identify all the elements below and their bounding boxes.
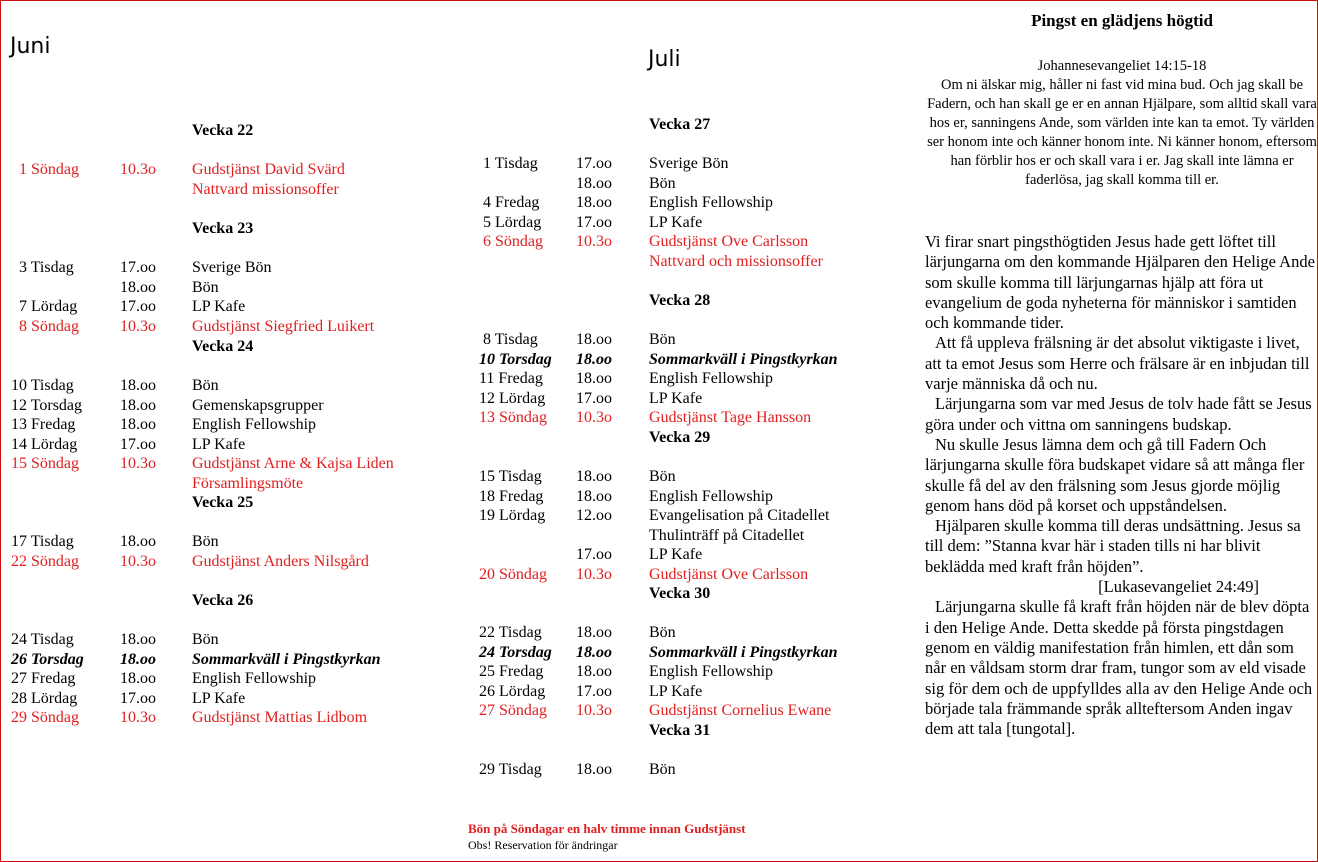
bible-verse xyxy=(926,57,1318,190)
event-day: 15 Söndag xyxy=(11,455,79,473)
event-day: 8 Tisdag xyxy=(483,331,538,348)
event-time: 18.oo xyxy=(120,278,156,296)
event-title: LP Kafe xyxy=(192,435,246,453)
event-time: 10.3o xyxy=(576,233,612,251)
event-day: 19 Lördag xyxy=(479,507,546,525)
event-day: 3 Tisdag xyxy=(19,259,74,276)
event-time: 18.oo xyxy=(576,643,612,661)
event-title: Nattvard och missionsoffer xyxy=(649,253,823,270)
event-time: 12.oo xyxy=(576,507,612,525)
event-day: 24 Torsdag xyxy=(479,643,552,661)
event-day: 12 Lördag xyxy=(479,389,546,407)
event-title: LP Kafe xyxy=(649,213,703,231)
event-time: 10.3o xyxy=(576,566,612,583)
event-title: LP Kafe xyxy=(649,389,703,407)
event-time: 18.oo xyxy=(576,468,612,485)
event-time: 17.oo xyxy=(576,546,612,564)
event-title: Bön xyxy=(192,631,219,648)
event-title: Gudstjänst Mattias Lidbom xyxy=(192,709,368,727)
event-title: Bön xyxy=(192,377,219,394)
event-time: 10.3o xyxy=(576,702,612,720)
week-heading: Vecka 28 xyxy=(649,292,711,309)
event-time: 17.oo xyxy=(576,389,612,407)
event-day: 12 Torsdag xyxy=(11,396,83,414)
scripture-reference: [Lukasevangeliet 24:49] xyxy=(1098,577,1259,597)
event-title: Bön xyxy=(649,761,676,778)
event-time: 18.oo xyxy=(576,761,612,778)
event-time: 10.3o xyxy=(120,552,156,570)
event-time: 17.oo xyxy=(120,689,156,707)
event-day: 26 Lördag xyxy=(479,682,546,700)
event-title: Bön xyxy=(192,533,219,550)
paragraph: Lärjungarna skulle få kraft från höjden när de blev döpta i den Helige Ande. Detta skedde på första pingstdagen genom en väldig manifestation från himlen, ett dån som når en våldsam storm drar fram, tungor som av eld visade sig för dem och de uppfylldes alla av den Helige Ande och började tala främmande språk allteftersom Anden ingav dem att tala [tungotal]. xyxy=(925,597,1313,739)
week-heading: Vecka 23 xyxy=(192,220,254,237)
event-title: Bön xyxy=(649,174,676,192)
week-heading: Vecka 30 xyxy=(649,585,711,602)
event-title: LP Kafe xyxy=(649,546,703,564)
verse-reference: Johannesevangeliet 14:15-18 xyxy=(1037,58,1207,74)
event-day: 28 Lördag xyxy=(11,689,78,707)
article-title: Pingst en glädjens högtid xyxy=(1031,11,1213,30)
event-title: Sommarkväll i Pingstkyrkan xyxy=(649,350,838,368)
event-time: 17.oo xyxy=(120,435,156,453)
week-heading: Vecka 31 xyxy=(649,722,711,739)
event-title: Gudstjänst Tage Hansson xyxy=(649,409,812,427)
event-day: 25 Fredag xyxy=(479,663,544,681)
event-time: 18.oo xyxy=(576,350,612,368)
event-day: 5 Lördag xyxy=(483,213,542,231)
week-heading: Vecka 24 xyxy=(192,338,254,355)
event-day: 10 Torsdag xyxy=(479,350,552,368)
event-time: 17.oo xyxy=(576,155,612,172)
prayer-note: Bön på Söndagar en halv timme innan Gudstjänst xyxy=(468,821,746,836)
event-day: 4 Fredag xyxy=(483,194,540,212)
event-title: English Fellowship xyxy=(192,670,317,688)
event-time: 18.oo xyxy=(576,194,612,212)
event-day: 22 Tisdag xyxy=(479,624,542,641)
event-time: 18.oo xyxy=(576,624,612,641)
event-day: 10 Tisdag xyxy=(11,377,74,394)
event-title: Gudstjänst Ove Carlsson xyxy=(649,566,809,583)
reservation-note: Obs! Reservation för ändringar xyxy=(468,838,618,852)
event-title: English Fellowship xyxy=(649,370,774,388)
verse-text: Om ni älskar mig, håller ni fast vid mina bud. Och jag skall be Fadern, och han skall ge er en annan Hjälpare, som alltid skall vara hos er, sanningens Ande, som världen inte kan ta emot. Ty världen ser honom inte och känner honom inte. Ni känner honom, eftersom han förblir hos er och skall vara i er. Jag skall inte lämna er faderlösa, jag skall komma till er. xyxy=(927,77,1317,188)
event-day: 20 Söndag xyxy=(479,566,547,583)
month-heading-juli: Juli xyxy=(648,47,681,72)
event-title: Sommarkväll i Pingstkyrkan xyxy=(649,643,838,661)
event-title: Gudstjänst Cornelius Ewane xyxy=(649,702,832,720)
event-day: 15 Tisdag xyxy=(479,468,542,485)
event-time: 18.oo xyxy=(120,533,156,550)
event-time: 10.3o xyxy=(120,709,156,727)
event-day: 26 Torsdag xyxy=(11,650,84,668)
event-day: 1 Tisdag xyxy=(483,155,538,172)
week-heading: Vecka 25 xyxy=(192,494,254,511)
event-time: 10.3o xyxy=(576,409,612,427)
event-title: Nattvard missionsoffer xyxy=(192,180,339,198)
paragraph: Att få uppleva frälsning är det absolut viktigaste i livet, att ta emot Jesus som Herre och frälsare är en inbjudan till varje människa då och nu. xyxy=(925,333,1310,394)
paragraph: Lärjungarna som var med Jesus de tolv hade fått se Jesus göra under och vittna om sanningens budskap. xyxy=(925,394,1312,434)
event-title: English Fellowship xyxy=(649,663,774,681)
event-title: Sverige Bön xyxy=(192,259,272,276)
event-title: English Fellowship xyxy=(192,416,317,434)
event-day: 7 Lördag xyxy=(19,298,78,316)
week-heading: Vecka 22 xyxy=(192,122,254,139)
week-heading: Vecka 29 xyxy=(649,429,711,446)
event-time: 18.oo xyxy=(576,331,612,348)
event-time: 10.3o xyxy=(120,317,156,335)
article-body xyxy=(925,232,1317,739)
event-day: 24 Tisdag xyxy=(11,631,74,648)
event-time: 10.3o xyxy=(120,161,156,178)
event-day: 17 Tisdag xyxy=(11,533,74,550)
event-day: 22 Söndag xyxy=(11,552,79,570)
event-day: 27 Söndag xyxy=(479,702,547,720)
event-time: 17.oo xyxy=(120,259,156,276)
event-title: LP Kafe xyxy=(192,298,246,316)
event-time: 10.3o xyxy=(120,455,156,473)
event-title: English Fellowship xyxy=(649,487,774,505)
event-title: Gudstjänst Siegfried Luikert xyxy=(192,317,375,335)
event-time: 18.oo xyxy=(120,377,156,394)
event-day: 8 Söndag xyxy=(19,317,79,335)
event-day: 13 Söndag xyxy=(479,409,547,427)
event-title: LP Kafe xyxy=(192,689,246,707)
event-day: 14 Lördag xyxy=(11,435,78,453)
event-time: 17.oo xyxy=(576,682,612,700)
event-title: Bön xyxy=(649,468,676,485)
event-day: 18 Fredag xyxy=(479,487,544,505)
event-title: English Fellowship xyxy=(649,194,774,212)
event-time: 18.oo xyxy=(120,670,156,688)
paragraph: Vi firar snart pingsthögtiden Jesus hade gett löftet till lärjungarna om den kommande Hjälparen den Helige Ande som skulle komma till lärjungarnas hjälp att föra ut evangelium de goda nyheterna för människor i samtiden och kommande tider. xyxy=(925,232,1315,333)
event-day: 29 Tisdag xyxy=(479,761,542,778)
event-time: 18.oo xyxy=(120,631,156,648)
event-day: 13 Fredag xyxy=(11,416,76,434)
event-title: Sverige Bön xyxy=(649,155,729,172)
event-title: Gudstjänst Arne & Kajsa Liden xyxy=(192,455,394,473)
event-time: 18.oo xyxy=(120,396,156,414)
event-time: 18.oo xyxy=(120,416,156,434)
week-heading: Vecka 26 xyxy=(192,592,254,609)
month-heading-juni: Juni xyxy=(10,34,51,59)
event-title: Evangelisation på Citadellet xyxy=(649,507,830,525)
event-title: Församlingsmöte xyxy=(192,475,304,492)
event-title: LP Kafe xyxy=(649,682,703,700)
event-time: 18.oo xyxy=(576,663,612,681)
paragraph: Hjälparen skulle komma till deras undsättning. Jesus sa till dem: ”Stanna kvar här i staden tills ni har blivit beklädda med kraft från höjden”. xyxy=(925,516,1301,576)
event-time: 17.oo xyxy=(576,213,612,231)
event-title: Thulinträff på Citadellet xyxy=(649,526,805,544)
event-day: 6 Söndag xyxy=(483,233,543,251)
event-title: Bön xyxy=(192,278,219,296)
event-title: Bön xyxy=(649,624,676,641)
event-time: 18.oo xyxy=(120,650,156,668)
event-time: 17.oo xyxy=(120,298,156,316)
event-title: Bön xyxy=(649,331,676,348)
event-title: Gudstjänst David Svärd xyxy=(192,161,345,178)
event-day: 27 Fredag xyxy=(11,670,76,688)
event-title: Sommarkväll i Pingstkyrkan xyxy=(192,650,381,668)
event-day: 1 Söndag xyxy=(19,161,79,178)
event-time: 18.oo xyxy=(576,370,612,388)
event-day: 11 Fredag xyxy=(479,370,543,388)
event-day: 29 Söndag xyxy=(11,709,79,727)
event-title: Gemenskapsgrupper xyxy=(192,396,324,414)
event-title: Gudstjänst Ove Carlsson xyxy=(649,233,809,251)
event-title: Gudstjänst Anders Nilsgård xyxy=(192,552,369,570)
event-time: 18.oo xyxy=(576,487,612,505)
event-time: 18.oo xyxy=(576,174,612,192)
paragraph: Nu skulle Jesus lämna dem och gå till Fadern Och lärjungarna skulle föra budskapet vidare så att många fler skulle få del av den frälsning som Jesus gjorde möjlig genom hans död på korset och uppståndelsen. xyxy=(925,434,1305,515)
week-heading: Vecka 27 xyxy=(649,116,711,133)
